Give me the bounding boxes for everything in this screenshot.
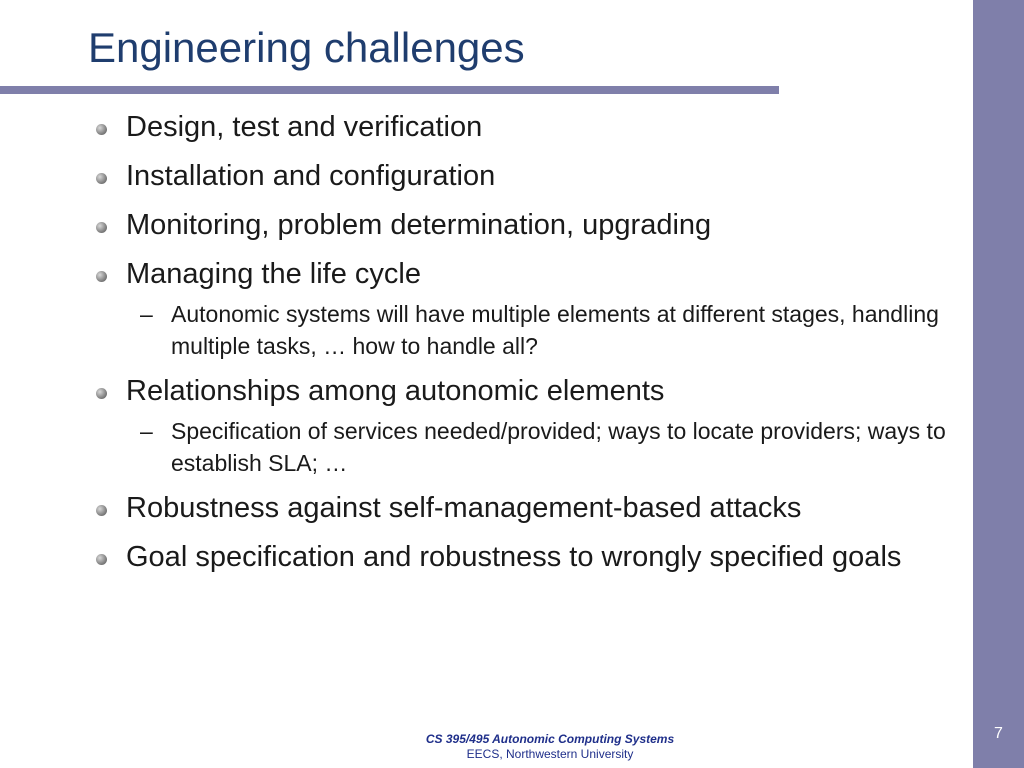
sub-bullet-item (126, 298, 965, 362)
sub-bullet-item (126, 415, 965, 479)
bullet-item (0, 255, 965, 362)
sidebar-band (973, 0, 1024, 768)
bullet-text: Managing the life cycle (126, 258, 421, 290)
bullet-dot-icon (96, 505, 107, 516)
sub-bullet-list (126, 298, 965, 362)
bullet-item (0, 538, 965, 577)
bullet-item (0, 108, 965, 147)
bullet-item (0, 206, 965, 245)
footer (300, 732, 800, 762)
sub-bullet-text: Specification of services needed/provided; ways to locate providers; ways to establish SLA; … (171, 418, 946, 476)
bullet-text: Robustness against self-management-based attacks (126, 492, 802, 524)
footer-department: EECS, Northwestern University (466, 747, 634, 761)
bullet-text: Design, test and verification (126, 111, 483, 143)
bullet-text: Goal specification and robustness to wrongly specified goals (126, 541, 902, 573)
bullet-dot-icon (96, 388, 107, 399)
sub-bullet-list (126, 415, 965, 479)
title-underline (0, 86, 779, 94)
sub-bullet-text: Autonomic systems will have multiple elements at different stages, handling multiple tasks, … how to handle all? (171, 301, 939, 359)
bullet-dot-icon (96, 124, 107, 135)
bullet-dot-icon (96, 271, 107, 282)
bullet-dot-icon (96, 173, 107, 184)
dash-icon: – (140, 418, 153, 444)
bullet-text: Monitoring, problem determination, upgrading (126, 209, 712, 241)
slide-number: 7 (994, 725, 1003, 742)
bullet-dot-icon (96, 222, 107, 233)
bullet-text: Installation and configuration (126, 160, 496, 192)
bullet-text: Relationships among autonomic elements (126, 375, 665, 407)
bullet-item (0, 372, 965, 479)
bullet-item (0, 489, 965, 528)
bullet-item (0, 157, 965, 196)
footer-course: CS 395/495 Autonomic Computing Systems (425, 732, 675, 746)
slide-title: Engineering challenges (88, 24, 525, 71)
bullet-list (0, 108, 965, 587)
dash-icon: – (140, 301, 153, 327)
bullet-dot-icon (96, 554, 107, 565)
